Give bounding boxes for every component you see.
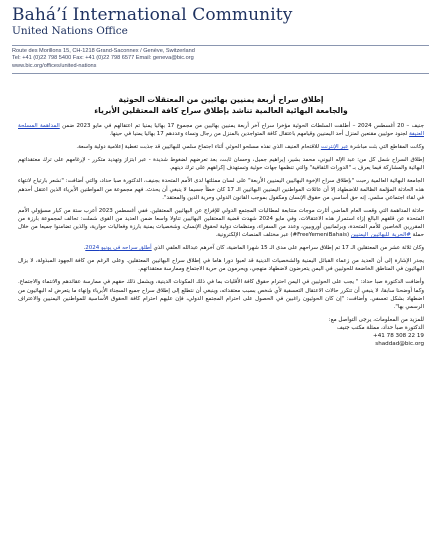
letterhead [12, 6, 312, 37]
letterhead-divider-bottom [12, 73, 429, 74]
paragraph-3: إطلاق السراح شمل كل من: عبد الإله اليوني، محمد بشير، إبراهيم جميل، وحسان ثابت، بعد تعرضهم لضغوط شديدة - عبر ابتزاز وتهديد متكرر - لإرغامهم على ترك معتقداتهم البهائية والمشاركة فيما يعرف بـ "الدورات الثقافية" والتي تنظمها جهات حوثية وتستهدف إكراههم على ترك دينهم. [18, 157, 424, 172]
contact-name: الدكتورة صبا حداد، ممثلة مكتب جنيف [336, 324, 424, 331]
paragraph-6: وكان ثلاثة عشر من المعتقلين الـ 17 تم إطلاق سراحهم على مدى الـ 15 شهرا الماضية، كان آخرهم عبدالله العلفي الذي أطلق سراحه في يونيو 2024. [83, 245, 424, 252]
office-name: United Nations Office [12, 25, 128, 37]
paragraph-8: وأضافت الدكتورة صبا حداد: " يجب على الحوثيين في اليمن احترام حقوق كافة الأقليات بما في ذلك المكونات الدينية، ويشمل ذلك حقهم في ممارسة عقائدهم والانتماء والاجتماع. وكما أوضحنا سابقا، لا ينبغي أن تتكرر حالات الاعتقال التعسفية لأي شخص بسبب معتقداته، وينبغي أن نتطلع إلى إطلاق سراح جميع السجناء الأبرياء وإنهاء ما يتعرض له البهائيون من اضطهاد بشكل تعسفي. وأضافت: "إن كان الحوثيون راغبين في الحصول على احترام المجتمع الدولي، فإن عليهم احترام كافة الحقوق الأساسية للمواطنين اليمنيين والاعتراف الرسمي بها". [18, 279, 424, 310]
article-body [18, 94, 424, 348]
inline-link[interactable]: #الحرية_للبهائيين_اليمنيين [350, 232, 411, 239]
address-line: Route des Morillons 15, CH-1218 Grand-Saconnex / Genève, Switzerland [12, 48, 195, 54]
organization-name: Bahá’í International Community [12, 5, 293, 25]
letterhead-divider-top [12, 45, 429, 46]
inline-link[interactable]: أطلق سراحه في يونيو 2024 [85, 245, 152, 252]
paragraph-1: جنيف – 20 أغسطس 2024 – أطلقت السلطات الحوثية مؤخرا سراح آخر أربعة يمنيين بهائيين من مجموع 17 بهائيا يمنيا تم اعتقالهم في مايو 2023 ضمن المداهمة المسلحة العنيفة لجنود حوثيين مقنعين لمنزل أحد اليمنيين وقيامهم باعتقال كافة المتواجدين بالمنزل من رجال ونساء وعددهم 17 بهائيا يمنيا في حينها. [18, 123, 424, 138]
headline-line-1: إطلاق سراح أربعة يمنيين بهائيين من المعتقلات الحوثية [118, 95, 324, 104]
paragraph-2: وكانت المقاطع التي بثت مباشرة عبر الإنترنت للاقتحام العنيف الذي نفذه مسلحو الحوثي أثناء اجتماع سلمي للبهائيين قد جذبت تغطية إعلامية دولية واسعة. [76, 144, 424, 151]
contact-intro: للمزيد من المعلومات، يرجى التواصل مع: [328, 316, 424, 323]
contact-email-link[interactable]: shaddad@bic.org [375, 341, 424, 348]
paragraph-5: حادثة المداهمة التي وقعت العام الماضي أثارت موجات متتابعة لمطالبات المجتمع الدولي للإفراج عن البهائيين المعتقلين. ففي أغسطس 2023 أعرب ستة من كبار مسؤولي الأمم المتحدة عن قلقهم البالغ إزاء استمرار هذه الاعتقالات، وفي مايو 2024 شهدت قضية المعتقلين البهائيين تناولا واسعا ضمن العديد من القوى شملت: تحالف لمجموعة بارزة من المقررين الخاصين للأمم المتحدة، وبرلمانيين أوروبيين، وعدد من السفراء، ومنظمات دولية لحقوق الإنسان، وشخصيات يمنية بارزة وفعاليات حوارية، والذين تضامنوا جميعا من خلال حملة #الحرية_للبهائيين_اليمنيين (FreeYemeniBahais#) عبر مختلف المنصات الإلكترونية. [18, 207, 425, 239]
contact-line[interactable]: Tel: +41 (0)22 798 5400 Fax: +41 (0)22 798 6577 Email: geneva@bic.org [12, 55, 194, 62]
paragraph-7: يجدر الإشارة إلى أن العديد من زعماء القبائل اليمنية والشخصيات الدينية قد لعبوا دورا هاما في إطلاق سراح البهائيين المعتقلين. وعلى الرغم من كافة الجهود المبذولة، لا يزال البهائيون في المناطق الخاضعة للحوثيين في اليمن يتعرضون لاضطهاد منهجي، ويحرمون من حرية الاجتماع وممارسة معتقداتهم. [18, 258, 424, 273]
website-link[interactable]: www.bic.org/offices/united-nations [12, 62, 97, 69]
inline-link[interactable]: عبر الإنترنت [320, 144, 349, 151]
paragraph-4: الجامعة البهائية العالمية رحبت "بإطلاق سراح الإخوة البهائيين اليمنيين الأربعة" على لسان ممثلتها لدى الأمم المتحدة بجنيف، الدكتورة صبا حداد، والتي أضافت: "نشعر بارتياح لانتهاء هذه الحادثة المؤلمة الظالمة للاضطهاد إلا أن عائلات المواطنين اليمنيين البهائيين الـ 17 كان خطأ جسيما لا ينبغي أن يحدث. فهم مجموعة من المواطنين الأبرياء الذين اعتقل أحدهم في لقاء اجتماعي سلمي. إنه حق أساسي من حقوق الإنسان ومكفول بموجب القانون الدولي وحرية الدين والمعتقد". [18, 178, 424, 201]
address-block [12, 48, 312, 70]
contact-phone[interactable]: +41 78 308 22 19 [373, 332, 424, 339]
headline-line-2: والجامعة البهائية العالمية تناشد بإطلاق سراح كافة المعتقلين الأبرياء [94, 106, 348, 115]
inline-link[interactable]: المداهمة المسلحة العنيفة [18, 123, 424, 138]
